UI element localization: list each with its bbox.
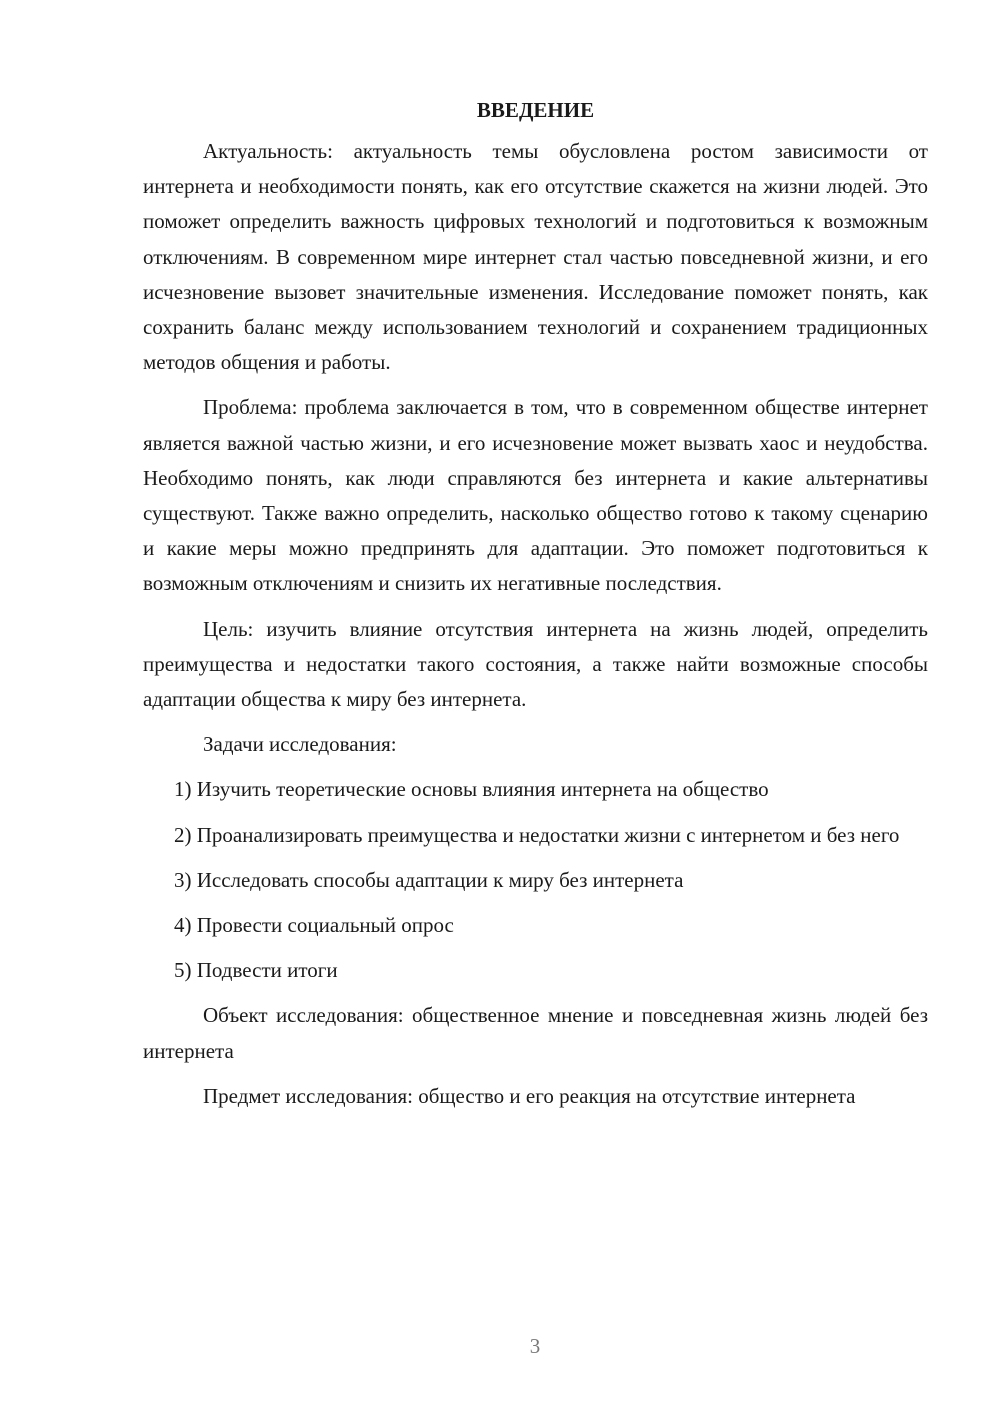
page-number: 3 <box>529 1334 541 1358</box>
task-item: 5) Подвести итоги <box>174 958 338 983</box>
task-item: 1) Изучить теоретические основы влияния интернета на общество <box>174 777 769 802</box>
task-item: 2) Проанализировать преимущества и недостатки жизни с интернетом и без него <box>174 822 900 847</box>
goal-paragraph: Цель: изучить влияние отсутствия интернета на жизнь людей, определить преимущества и недостатки такого состояния, а также найти возможные способы адаптации общества к миру без интернета. <box>143 616 928 712</box>
task-item: 4) Провести социальный опрос <box>174 913 454 938</box>
task-item: 3) Исследовать способы адаптации к миру без интернета <box>174 867 684 892</box>
research-subject-paragraph: Предмет исследования: общество и его реакция на отсутствие интернета <box>203 1083 856 1108</box>
page-content <box>143 96 928 1124</box>
problem-paragraph: Проблема: проблема заключается в том, что в современном обществе интернет является важной частью жизни, и его исчезновение может вызвать хаос и неудобства. Необходимо понять, как люди справляются без интернета и какие альтернативы существуют. Также важно определить, насколько общество готово к такому сценарию и какие меры можно предпринять для адаптации. Это поможет подготовиться к возможным отключениям и снизить их негативные последствия. <box>143 395 928 596</box>
research-object-paragraph: Объект исследования: общественное мнение и повседневная жизнь людей без интернета <box>143 1003 928 1063</box>
section-title: ВВЕДЕНИЕ <box>476 98 595 122</box>
relevance-paragraph: Актуальность: актуальность темы обусловлена ростом зависимости от интернета и необходимости понять, как его отсутствие скажется на жизни людей. Это поможет определить важность цифровых технологий и подготовиться к возможным отключениям. В современном мире интернет стал частью повседневной жизни, и его исчезновение вызовет значительные изменения. Исследование поможет понять, как сохранить баланс между использованием технологий и сохранением традиционных методов общения и работы. <box>143 139 928 375</box>
tasks-heading: Задачи исследования: <box>203 732 397 757</box>
